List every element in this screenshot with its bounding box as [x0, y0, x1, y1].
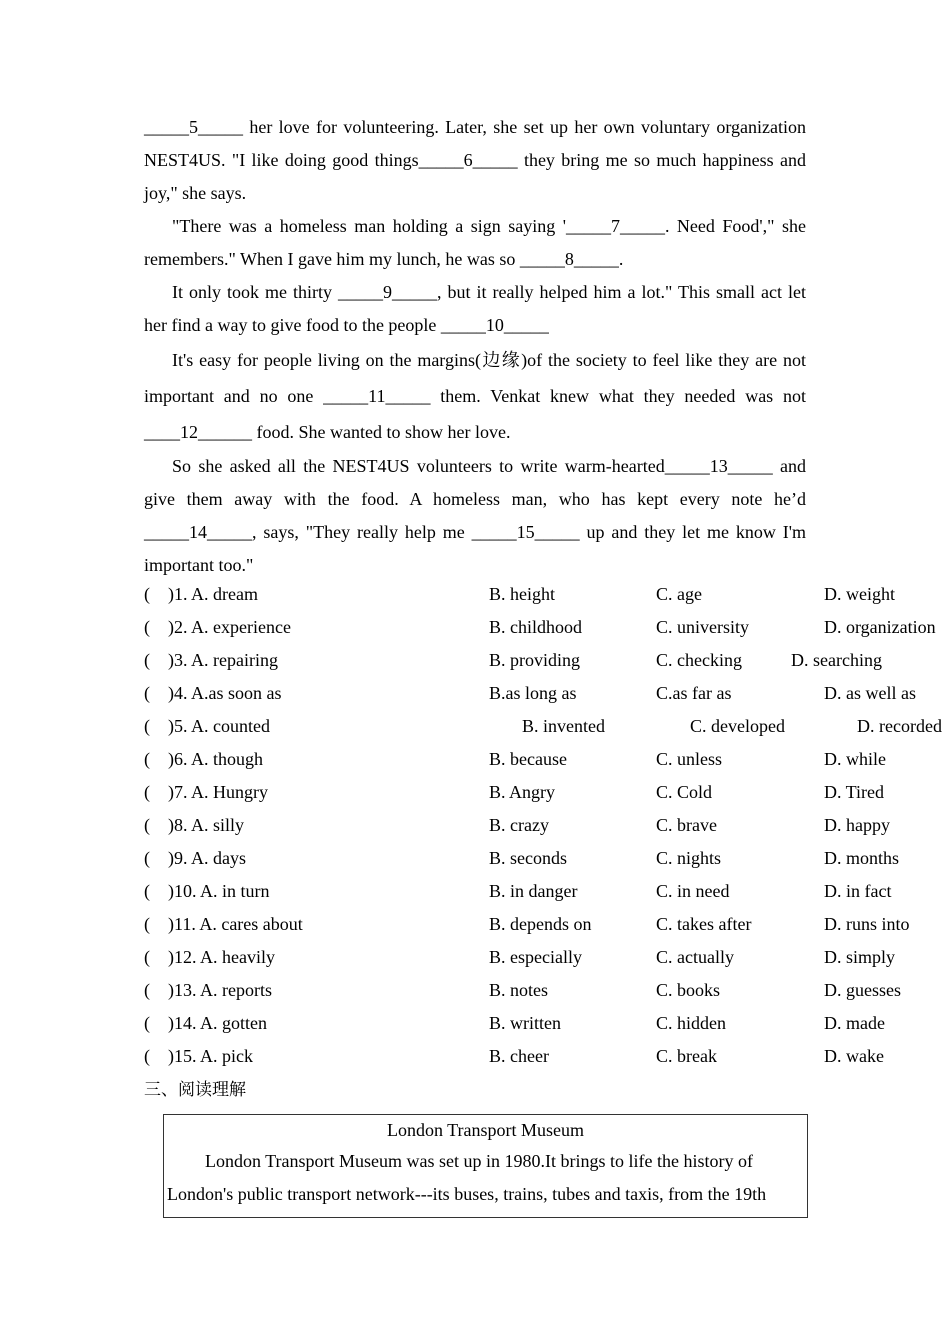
option-d: D. searching: [791, 650, 882, 670]
option-c: C. unless: [656, 749, 723, 769]
option-d: D. weight: [824, 584, 895, 604]
answer-paren[interactable]: (: [144, 782, 150, 802]
question-row: [144, 677, 916, 710]
answer-paren[interactable]: (: [144, 650, 150, 670]
passage-paragraph-1: _____5_____ her love for volunteering. Later, she set up her own voluntary organization NEST4US. "I like doing good things_____6_____ they bring me so much happiness and joy," she says.: [144, 117, 806, 203]
option-d: D. wake: [824, 1046, 884, 1066]
answer-paren[interactable]: (: [144, 617, 150, 637]
passage-paragraph-2: "There was a homeless man holding a sign saying '_____7_____. Need Food'," she remembers." When I gave him my lunch, he was so _____8_____.: [144, 216, 806, 269]
question-row: [144, 809, 890, 842]
option-d: D. guesses: [824, 980, 901, 1000]
option-c: C. Cold: [656, 782, 713, 802]
question-row: [144, 578, 895, 611]
option-b: B.as long as: [489, 683, 577, 703]
question-row: [144, 710, 942, 743]
question-stem: )3. A. repairing: [168, 650, 278, 670]
option-b: B. cheer: [489, 1046, 549, 1066]
option-b: B. in danger: [489, 881, 578, 901]
question-row: [144, 644, 882, 677]
option-b: B. height: [489, 584, 555, 604]
answer-paren[interactable]: (: [144, 683, 150, 703]
answer-paren[interactable]: (: [144, 584, 150, 604]
answer-paren[interactable]: (: [144, 848, 150, 868]
option-d: D. Tired: [824, 782, 885, 802]
option-d: D. simply: [824, 947, 896, 967]
reading-line-1: London Transport Museum was set up in 1980.It brings to life the history of: [205, 1151, 753, 1171]
question-stem: )4. A.as soon as: [168, 683, 282, 703]
option-c: C. in need: [656, 881, 730, 901]
option-d: D. runs into: [824, 914, 910, 934]
answer-paren[interactable]: (: [144, 749, 150, 769]
answer-paren[interactable]: (: [144, 881, 150, 901]
option-d: D. as well as: [824, 683, 916, 703]
option-d: D. happy: [824, 815, 890, 835]
option-c: C. checking: [656, 650, 742, 670]
section-title-reading: 三、阅读理解: [144, 1080, 246, 1100]
option-d: D. recorded: [857, 716, 942, 736]
question-row: [144, 875, 892, 908]
question-row: [144, 941, 896, 974]
question-stem: )15. A. pick: [168, 1046, 253, 1066]
option-c: C. university: [656, 617, 749, 637]
option-b: B. because: [489, 749, 567, 769]
option-b: B. invented: [522, 716, 605, 736]
option-c: C. takes after: [656, 914, 752, 934]
question-stem: )10. A. in turn: [168, 881, 270, 901]
option-c: C. brave: [656, 815, 717, 835]
option-c: C. age: [656, 584, 702, 604]
option-c: C.as far as: [656, 683, 732, 703]
answer-paren[interactable]: (: [144, 815, 150, 835]
question-stem: )11. A. cares about: [168, 914, 303, 934]
option-c: C. hidden: [656, 1013, 726, 1033]
option-b: B. Angry: [489, 782, 556, 802]
option-c: C. developed: [690, 716, 785, 736]
reading-title: London Transport Museum: [386, 1120, 584, 1140]
question-row: [144, 1007, 885, 1040]
option-c: C. break: [656, 1046, 717, 1066]
option-c: C. books: [656, 980, 721, 1000]
question-stem: )6. A. though: [168, 749, 264, 769]
option-d: D. organization: [824, 617, 936, 637]
option-d: D. months: [824, 848, 900, 868]
question-stem: )12. A. heavily: [168, 947, 275, 967]
question-stem: )2. A. experience: [168, 617, 291, 637]
option-d: D. made: [824, 1013, 885, 1033]
question-stem: )1. A. dream: [168, 584, 258, 604]
option-b: B. crazy: [489, 815, 549, 835]
answer-paren[interactable]: (: [144, 1046, 150, 1066]
question-stem: )7. A. Hungry: [168, 782, 268, 802]
option-b: B. especially: [489, 947, 582, 967]
question-row: [144, 842, 900, 875]
answer-paren[interactable]: (: [144, 947, 150, 967]
passage-paragraph-5: So she asked all the NEST4US volunteers to write warm-hearted_____13_____ and give them away with the food. A homeless man, who has kept every note he’d _____14_____, says, "They really help me _____15_____ up and they let me know I'm important too.": [144, 456, 806, 575]
option-d: D. in fact: [824, 881, 892, 901]
answer-paren[interactable]: (: [144, 980, 150, 1000]
option-b: B. written: [489, 1013, 561, 1033]
answer-paren[interactable]: (: [144, 716, 150, 736]
question-row: [144, 611, 936, 644]
option-b: B. depends on: [489, 914, 592, 934]
option-b: B. childhood: [489, 617, 582, 637]
question-row: [144, 743, 886, 776]
passage-paragraph-3: It only took me thirty _____9_____, but it really helped him a lot." This small act let her find a way to give food to the people _____10_____: [144, 282, 806, 335]
reading-passage-box: [163, 1114, 808, 1218]
answer-paren[interactable]: (: [144, 1013, 150, 1033]
cloze-passage: [144, 111, 806, 582]
question-row: [144, 974, 901, 1007]
option-b: B. providing: [489, 650, 581, 670]
option-c: C. nights: [656, 848, 722, 868]
question-stem: )13. A. reports: [168, 980, 272, 1000]
question-row: [144, 908, 910, 941]
reading-line-2: London's public transport network---its buses, trains, tubes and taxis, from the 19th: [167, 1184, 767, 1204]
option-b: B. notes: [489, 980, 549, 1000]
passage-paragraph-4: It's easy for people living on the margins(边缘)of the society to feel like they are not important and no one _____11_____ them. Venkat knew what they needed was not ____12______ food. She wanted to show her love.: [144, 350, 806, 442]
question-stem: )5. A. counted: [168, 716, 270, 736]
option-b: B. seconds: [489, 848, 567, 868]
question-stem: )14. A. gotten: [168, 1013, 267, 1033]
option-c: C. actually: [656, 947, 734, 967]
question-stem: )8. A. silly: [168, 815, 245, 835]
question-stem: )9. A. days: [168, 848, 246, 868]
question-row: [144, 1040, 884, 1073]
question-row: [144, 776, 885, 809]
option-d: D. while: [824, 749, 886, 769]
answer-paren[interactable]: (: [144, 914, 150, 934]
